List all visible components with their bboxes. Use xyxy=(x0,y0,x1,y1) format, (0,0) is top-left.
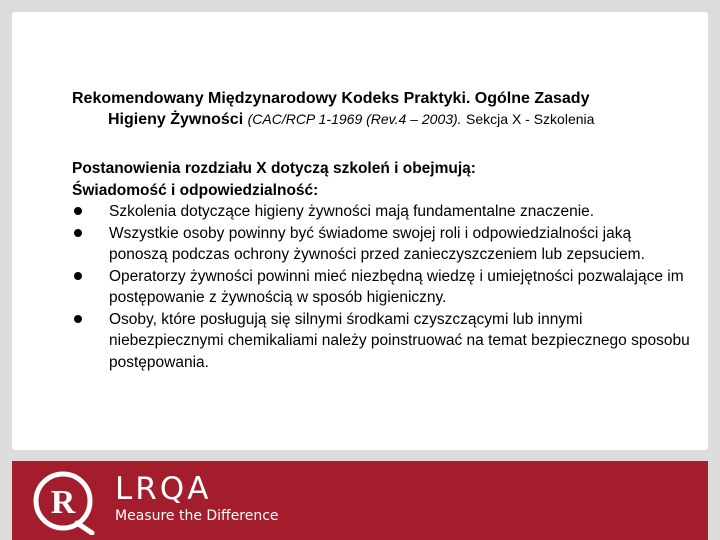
intro-line-2: Świadomość i odpowiedzialność: xyxy=(72,181,319,199)
bullet-item xyxy=(72,201,692,223)
slide-content xyxy=(72,158,692,373)
bullet-text: Wszystkie osoby powinny być świadome swojej roli i odpowiedzialności jaką ponoszą podczas ochrony żywności przed zanieczyszczeniem lub zepsuciem. xyxy=(109,224,645,263)
heading-reference: (CAC/RCP 1-1969 (Rev.4 – 2003). xyxy=(247,111,462,127)
lrqa-logo-icon xyxy=(30,467,100,535)
heading-section: Sekcja X - Szkolenia xyxy=(466,111,595,127)
svg-text:R: R xyxy=(50,484,76,521)
intro-line-1: Postanowienia rozdziału X dotyczą szkoleń i obejmują: xyxy=(72,160,476,177)
bullet-dot-icon xyxy=(74,272,82,280)
bullet-item xyxy=(72,266,692,309)
bullet-text: Operatorzy żywności powinni mieć niezbędną wiedzę i umiejętności pozwalające im postępowanie z żywnością w sposób higieniczny. xyxy=(109,267,684,306)
bullet-item xyxy=(72,223,692,266)
logo-name: LRQA xyxy=(115,471,212,507)
heading-title: Rekomendowany Międzynarodowy Kodeks Praktyki. Ogólne Zasady xyxy=(72,90,590,107)
bullet-dot-icon xyxy=(74,315,82,323)
bullet-item xyxy=(72,309,692,374)
heading-subtitle xyxy=(72,109,692,130)
footer-bar xyxy=(12,461,708,540)
bullet-dot-icon xyxy=(74,229,82,237)
bullet-list xyxy=(72,201,692,373)
bullet-dot-icon xyxy=(74,207,82,215)
heading-subtitle-bold: Higieny Żywności xyxy=(108,111,244,128)
bullet-text: Osoby, które posługują się silnymi środkami czyszczącymi lub innymi niebezpiecznymi chemikaliami należy poinstruować na temat bezpiecznego sposobu postępowania. xyxy=(109,310,690,371)
bullet-text: Szkolenia dotyczące higieny żywności mają fundamentalne znaczenie. xyxy=(109,203,595,220)
logo-tagline: Measure the Difference xyxy=(115,508,279,524)
slide-heading xyxy=(72,88,692,130)
